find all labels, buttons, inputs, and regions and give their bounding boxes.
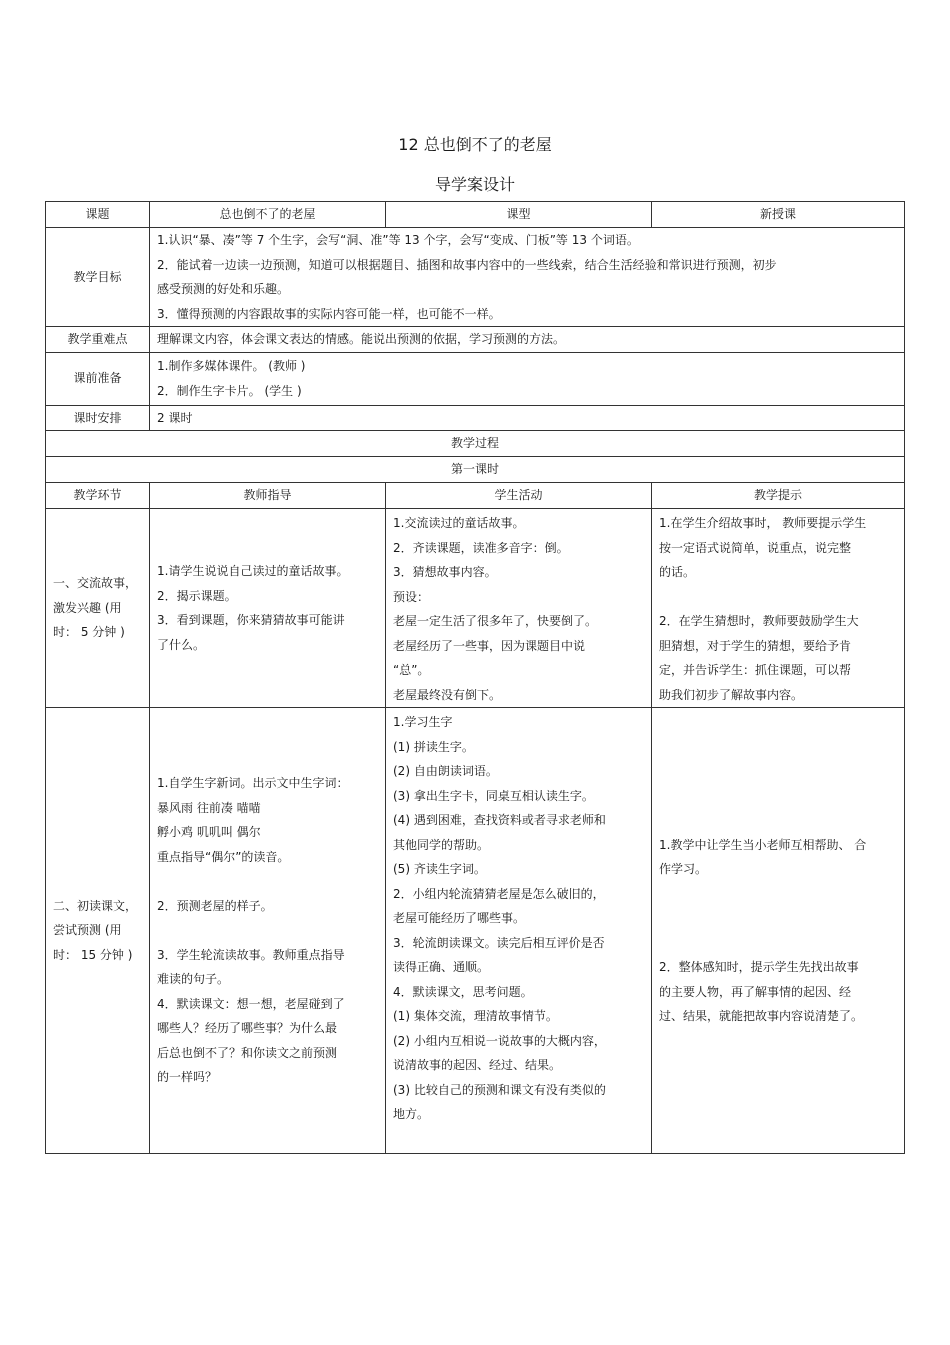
tips-cell — [652, 509, 905, 708]
table-row — [46, 708, 905, 1154]
text-line — [659, 882, 897, 907]
prep-text — [150, 352, 905, 405]
text-line: (2) 小组内互相说一说故事的大概内容， — [393, 1033, 606, 1048]
text-line: 1.认识“暴、凑”等 7 个生字，会写“洞、准”等 13 个字，会写“变成、门板”等 13 个词语。 — [157, 233, 639, 247]
text-line: 的一样吗？ — [157, 1070, 218, 1085]
text-line: 预设： — [393, 589, 430, 604]
text-line — [659, 931, 897, 956]
text-line: 读得正确、通顺。 — [393, 960, 490, 974]
table-row — [46, 509, 905, 708]
tips-cell — [652, 708, 905, 1154]
text-line: 后总也倒不了？和你读文之前预测 — [157, 1045, 338, 1060]
lesson-subtitle: 导学案设计 — [434, 175, 515, 194]
text-line: 3．懂得预测的内容跟故事的实际内容可能一样，也可能不一样。 — [157, 306, 501, 321]
text-line — [157, 869, 378, 894]
key-points-label: 教学重难点 — [46, 327, 150, 353]
lesson-label: 第一课时 — [46, 457, 905, 483]
text-line — [157, 918, 378, 943]
text-line: 一、交流故事， — [53, 576, 138, 591]
text-line: (3) 拿出生字卡，同桌互相认读生字。 — [393, 788, 594, 803]
text-line: 老屋可能经历了哪些事。 — [393, 911, 526, 925]
text-line: 1.学习生字 — [393, 715, 453, 729]
text-line: 胆猜想，对于学生的猜想，要给予肯 — [659, 638, 852, 653]
text-line: 1.制作多媒体课件。 (教师 ) — [157, 359, 306, 373]
text-line: 1.教学中让学生当小老师互相帮助、 合 — [659, 837, 867, 852]
topic-value: 总也倒不了的老屋 — [150, 202, 386, 228]
text-line: (2) 自由朗读词语。 — [393, 764, 498, 778]
goals-row — [46, 228, 905, 327]
text-line: 地方。 — [393, 1107, 430, 1121]
key-points-text: 理解课文内容，体会课文表达的情感。能说出预测的依据，学习预测的方法。 — [150, 327, 905, 353]
stage-cell — [46, 708, 150, 1154]
text-line: 2．制作生字卡片。 (学生 ) — [157, 383, 302, 398]
text-line: 1.在学生介绍故事时， 教师要提示学生 — [659, 516, 867, 530]
text-line: 1.交流读过的童话故事。 — [393, 516, 525, 530]
text-line: 1.请学生说说自己读过的童话故事。 — [157, 564, 349, 578]
prep-label: 课前准备 — [46, 352, 150, 405]
type-label: 课型 — [386, 202, 652, 228]
text-line — [659, 585, 897, 610]
text-line: 3．学生轮流读故事。教师重点指导 — [157, 947, 345, 962]
hours-value: 2 课时 — [150, 405, 905, 431]
text-line: 难读的句子。 — [157, 972, 230, 987]
text-line: 老屋经历了一些事，因为课题目中说 — [393, 638, 586, 653]
goals-text — [150, 228, 905, 327]
text-line — [659, 906, 897, 931]
text-line: 重点指导“偶尔”的读音。 — [157, 849, 290, 864]
text-line: 2．齐读课题，读准多音字：倒。 — [393, 540, 569, 555]
text-line: 二、初读课文， — [53, 898, 138, 913]
hours-label: 课时安排 — [46, 405, 150, 431]
process-row — [46, 431, 905, 457]
text-line: 过、结果，就能把故事内容说清楚了。 — [659, 1009, 864, 1023]
prep-row — [46, 352, 905, 405]
text-line: 哪些人？经历了哪些事？为什么最 — [157, 1021, 338, 1036]
hours-row — [46, 405, 905, 431]
topic-label: 课题 — [46, 202, 150, 228]
text-line: 助我们初步了解故事内容。 — [659, 687, 804, 702]
stage-cell — [46, 509, 150, 708]
text-line: (4) 遇到困难，查找资料或者寻求老师和 — [393, 813, 606, 827]
text-line: 激发兴趣 (用 — [53, 600, 122, 615]
text-line: 定，并告诉学生：抓住课题，可以帮 — [659, 663, 852, 677]
student-cell — [386, 509, 652, 708]
student-cell — [386, 708, 652, 1154]
column-header: 教学环节 — [46, 483, 150, 509]
text-line: (1) 拼读生字。 — [393, 739, 474, 754]
text-line: 3．看到课题，你来猜猜故事可能讲 — [157, 613, 345, 627]
text-line: 1.自学生字新词。出示文中生字词： — [157, 776, 349, 791]
lesson-title: 12 总也倒不了的老屋 — [398, 135, 552, 154]
text-line: 2．揭示课题。 — [157, 588, 237, 603]
teacher-cell — [150, 509, 386, 708]
text-line: 4．默读课文：想一想，老屋碰到了 — [157, 996, 345, 1011]
text-line: 其他同学的帮助。 — [393, 837, 490, 852]
text-line: 3．猜想故事内容。 — [393, 565, 497, 579]
teacher-cell — [150, 708, 386, 1154]
text-line: (1) 集体交流，理清故事情节。 — [393, 1009, 558, 1023]
text-line: 2．在学生猜想时，教师要鼓励学生大 — [659, 614, 859, 628]
column-header: 学生活动 — [386, 483, 652, 509]
text-line: 孵小鸡 叽叽叫 偶尔 — [157, 825, 261, 840]
type-value: 新授课 — [652, 202, 905, 228]
column-header: 教学提示 — [652, 483, 905, 509]
text-line: 说清故事的起因、经过、结果。 — [393, 1058, 562, 1072]
lesson-row — [46, 457, 905, 483]
goals-label: 教学目标 — [46, 228, 150, 327]
text-line: 4．默读课文，思考问题。 — [393, 984, 533, 999]
column-header: 教师指导 — [150, 483, 386, 509]
text-line: 暴风雨 往前凑 喵喵 — [157, 800, 261, 815]
text-line: 感受预测的好处和乐趣。 — [157, 282, 290, 296]
text-line: “总”。 — [393, 663, 430, 677]
text-line: 按一定语式说简单，说重点，说完整 — [659, 540, 852, 555]
text-line: (5) 齐读生字词。 — [393, 862, 486, 876]
text-line: 2．预测老屋的样子。 — [157, 898, 273, 913]
text-line: 2．整体感知时，提示学生先找出故事 — [659, 960, 859, 974]
key-points-row — [46, 327, 905, 353]
process-label: 教学过程 — [46, 431, 905, 457]
text-line: 老屋一定生活了很多年了，快要倒了。 — [393, 614, 598, 628]
lesson-plan-table — [45, 201, 905, 1154]
header-row — [46, 202, 905, 228]
text-line: (3) 比较自己的预测和课文有没有类似的 — [393, 1082, 606, 1097]
text-line: 时： 15 分钟 ) — [53, 947, 133, 962]
text-line: 的主要人物，再了解事情的起因、经 — [659, 984, 852, 999]
text-line: 3．轮流朗读课文。读完后相互评价是否 — [393, 935, 605, 950]
text-line: 2．能试着一边读一边预测，知道可以根据题目、插图和故事内容中的一些线索，结合生活经验和常识进行预测，初步 — [157, 257, 777, 272]
text-line: 尝试预测 (用 — [53, 923, 122, 938]
text-line: 了什么。 — [157, 637, 206, 652]
column-header-row — [46, 483, 905, 509]
text-line: 作学习。 — [659, 862, 708, 876]
text-line: 的话。 — [659, 565, 696, 579]
text-line: 2．小组内轮流猜猜老屋是怎么破旧的， — [393, 886, 605, 901]
text-line: 老屋最终没有倒下。 — [393, 687, 502, 702]
text-line: 时： 5 分钟 ) — [53, 625, 125, 640]
